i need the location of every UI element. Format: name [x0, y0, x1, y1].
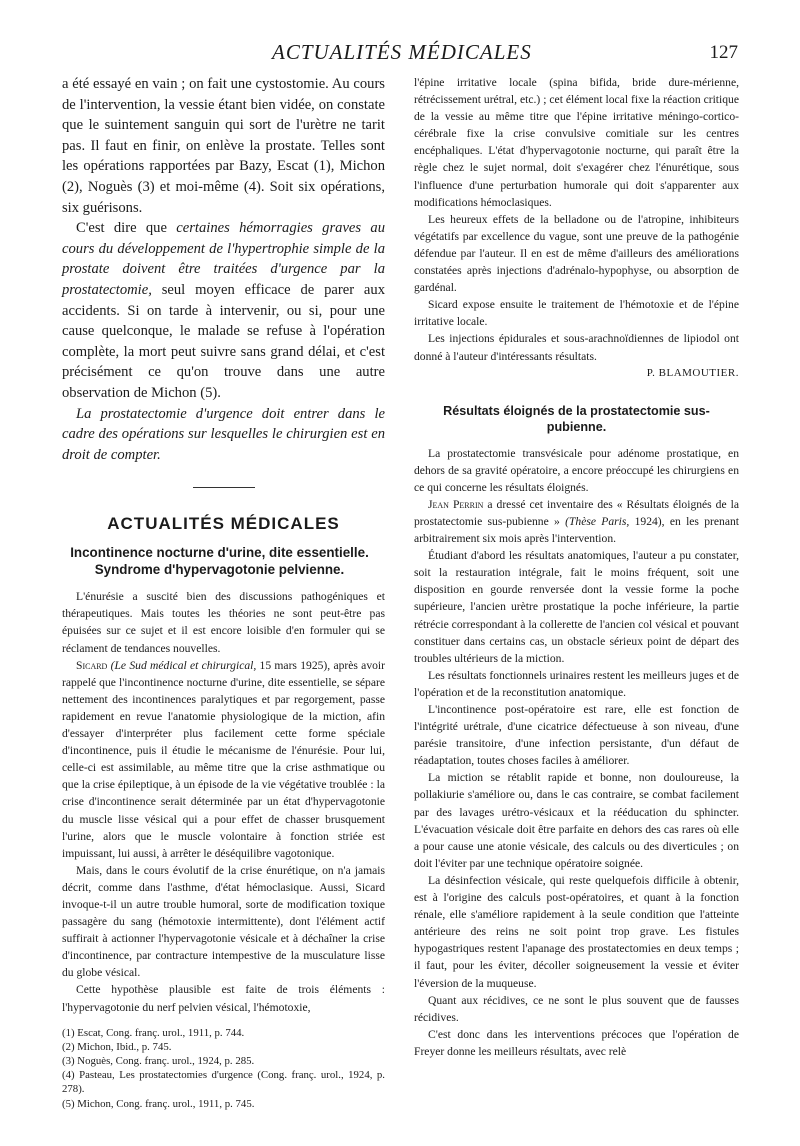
- article-paragraph: La miction se rétablit rapide et bonne, non douloureuse, la pollakiurie s'améliore ou, dans le cas contraire, se combat facilement par des lavages urétro-vésicaux et la rééducation du sphincter. L'évacuation vésicale doit être parfaite en dehors des cas rares où elle a pour cause une atonie vésicale, des calculs ou des diverticules ; on doit l'éviter par une technique opératoire soignée.: [414, 771, 739, 870]
- author-signature: P. BLAMOUTIER.: [646, 366, 739, 379]
- article-paragraph: l'épine irritative locale (spina bifida, bride dure-mérienne, rétrécissement urétral, etc.) ; cet élément local fixe la réaction critique de la vessie au même titre que l'épine irritative méningo-cortico-cérébrale fixe la crise convulsive comitiale sur les centres encéphaliques. L'état d'hypervagotonie nocturne, qui paraît être la règle chez le sujet normal, doit s'exagérer chez l'énurétique, sous l'influence d'une perturbation humorale qui doit s'apparenter aux modifications hémoclasiques.: [414, 76, 739, 209]
- article-paragraph: Les heureux effets de la belladone ou de l'atropine, inhibiteurs végétatifs par excellence du vague, sont une preuve de la pathogénie défendue par l'auteur. Il en est de même d'ailleurs des améliorations constatées après injections d'adrénalo-hypophyse, ou absorption de gardénal.: [414, 212, 739, 295]
- running-header: [0, 40, 800, 70]
- section-heading: ACTUALITÉS MÉDICALES: [107, 514, 340, 534]
- article-paragraph: [62, 657, 385, 862]
- article-paragraph: [414, 496, 739, 547]
- source-citation: (Thèse Paris,: [565, 514, 630, 528]
- source-citation: (Le Sud médical et chirurgical,: [110, 658, 257, 672]
- article-paragraph: Étudiant d'abord les résultats anatomiques, l'auteur a pu constater, soit la restauration intégrale, fait le moins fréquent, soit une disposition en gourde renversée dont la vessie forme la poche supérieure, l'ancien urètre prostatique la poche inférieure, la partie rétrécie correspondant à la collerette de l'ancien col vésical et pouvant constituer dans certains cas, un obstacle sérieux point de départ des troubles ultérieurs de la miction.: [414, 549, 739, 665]
- article-paragraph: Cette hypothèse plausible est faite de trois éléments : l'hypervagotonie du nerf pelvien vésical, l'hémotoxie,: [62, 983, 385, 1014]
- article-paragraph: L'énurésie a suscité bien des discussions pathogéniques et thérapeutiques. Mais toutes les théories ne sont peut-être pas épuisées sur ce sujet et il est encore loisible d'en formuler qui se réclament de tendances nouvelles.: [62, 590, 385, 655]
- article-paragraph: Mais, dans le cours évolutif de la crise énurétique, on n'a jamais décrit, comme dans l'asthme, d'état hémoclasique. Aussi, Sicard invoque-t-il un autre trouble humoral, sorte de modification toxique passagère du sang (hémotoxie intermittente), dont l'élément actif suffirait à actionner l'hypervagotonie vésicale et à déchaîner la crise d'incontinence, par contracture intempestive de la musculature lisse du globe vésical.: [62, 863, 385, 980]
- footnotes: [62, 1026, 385, 1111]
- article-paragraph: Sicard expose ensuite le traitement de l'hémotoxie et de l'épine irritative locale.: [414, 298, 739, 329]
- running-title: ACTUALITÉS MÉDICALES: [272, 40, 532, 64]
- footnote: (5) Michon, Cong. franç. urol., 1911, p. 745.: [62, 1097, 255, 1110]
- article-body: [62, 588, 385, 1015]
- closing-italic-paragraph: La prostatectomie d'urgence doit entrer dans le cadre des opérations sur lesquelles le chirurgien est en droit de compter.: [62, 405, 385, 463]
- footnote: (1) Escat, Cong. franç. urol., 1911, p. 744.: [62, 1026, 245, 1039]
- article-paragraph: Les résultats fonctionnels urinaires restent les meilleurs juges et de l'opération et de la reconstitution anatomique.: [414, 668, 739, 699]
- conclusion-paragraph: [62, 218, 385, 403]
- article-paragraph: C'est donc dans les interventions précoces que l'opération de Freyer donne les meilleurs résultats, avec relè: [414, 1027, 739, 1058]
- author-name: Sicard: [76, 658, 108, 672]
- article-paragraph-mid: a dressé cet inventaire des « Résultats éloignés de la prostatectomie sus-pubienne »: [414, 497, 739, 528]
- right-column: [414, 74, 739, 1060]
- footnote: (3) Noguès, Cong. franç. urol., 1924, p. 285.: [62, 1055, 255, 1068]
- footnote: (4) Pasteau, Les prostatectomies d'urgence (Cong. franç. urol., 1924, p. 278).: [62, 1069, 385, 1096]
- conclusion-lead: C'est dire que: [76, 220, 167, 237]
- conclusion-italic: certaines hémorragies graves au cours du développement de l'hypertrophie simple de la prostate doivent être traitées d'urgence par la prostatectomie,: [62, 220, 385, 298]
- footnote: (2) Michon, Ibid., p. 745.: [62, 1040, 172, 1053]
- article-paragraph: L'incontinence post-opératoire est rare, elle est fonction de l'intégrité urétrale, d'une cicatrice défectueuse à son niveau, d'une parésie transitoire, d'une infection persistante, d'un défaut de réadaptation, toutes choses faciles à améliorer.: [414, 703, 739, 768]
- article-paragraph: Les injections épidurales et sous-arachnoïdiennes de lipiodol ont donné à l'auteur d'intéressants résultats.: [414, 332, 739, 363]
- intro-paragraph: a été essayé en vain ; on fait une cystostomie. Au cours de l'intervention, la vessie étant bien vidée, on constate que le suintement sanguin qui sort de l'urètre ne tarit pas. Il faut en finir, on enlève la prostate. Telles sont les opérations rapportées par Bazy, Escat (1), Michon (2), Noguès (3) et moi-même (4). Soit six opérations, six guérisons.: [62, 76, 385, 216]
- author-name: Jean Perrin: [428, 497, 484, 511]
- article-body: [414, 445, 739, 1060]
- intro-block: [62, 74, 385, 465]
- article-paragraph-rest: 15 mars 1925), après avoir rappelé que l'incontinence nocturne d'urine, dite essentielle, se sépare nettement des incontinences paralytiques et par regorgement, passe rapidement en revue l'anatomie physiologique de la miction, afin d'essayer d'interpréter plus facilement cette forme spéciale d'incontinence, puis il étudie le mécanisme de l'énurésie. Pour lui, celle-ci est assimilable, au même titre que la crise asthmatique ou que la crise épileptique, à un épisode de la vie végétative troublée : la crise d'incontinence serait déterminée par un état d'hypervagotonie du muscle lisse vésical qui a pour effet de chasser brusquement l'urine, alors que le muscle volontaire à fonction striée est impuissant, lui aussi, à arrêter le déséquilibre vagotonique.: [62, 658, 385, 860]
- article-paragraph: La prostatectomie transvésicale pour adénome prostatique, en dehors de sa gravité opératoire, a encore préoccupé les chirurgiens en ce qui concerne les résultats éloignés.: [414, 446, 739, 494]
- article-paragraph: Quant aux récidives, ce ne sont le plus souvent que de fausses récidives.: [414, 993, 739, 1024]
- section-divider: [193, 487, 255, 488]
- article-paragraph-rest: 1924), en les prenant arbitrairement six mois après l'intervention.: [414, 514, 739, 546]
- article-paragraph: La désinfection vésicale, qui reste quelquefois difficile à obtenir, est à l'origine des calculs post-opératoires, et quant à la fonction rénale, elle s'améliore rapidement à la seule condition que l'atteinte antérieure des reins ne soit point trop grave. Les fistules hypogastriques restent l'apanage des prostatectomies en deux temps ; il faut, pour les éviter, décoller soigneusement la vessie et éviter l'éversion de la muqueuse.: [414, 873, 739, 990]
- article-title: Incontinence nocturne d'urine, dite essentielle. Syndrome d'hypervagotonie pelvienne.: [70, 545, 369, 578]
- article-title: Résultats éloignés de la prostatectomie sus-pubienne.: [443, 403, 710, 434]
- conclusion-rest: seul moyen efficace de parer aux accidents. Si on tarde à intervenir, ou si, pour une cause quelconque, le malade se refuse à l'opération complète, la mort peut suivre sans grand délai, et c'est précisément ce qu'on trouve dans une autre observation de Michon (5).: [62, 281, 385, 401]
- left-column: [62, 74, 385, 1111]
- page-number: 127: [709, 42, 738, 63]
- continued-article: [414, 74, 739, 365]
